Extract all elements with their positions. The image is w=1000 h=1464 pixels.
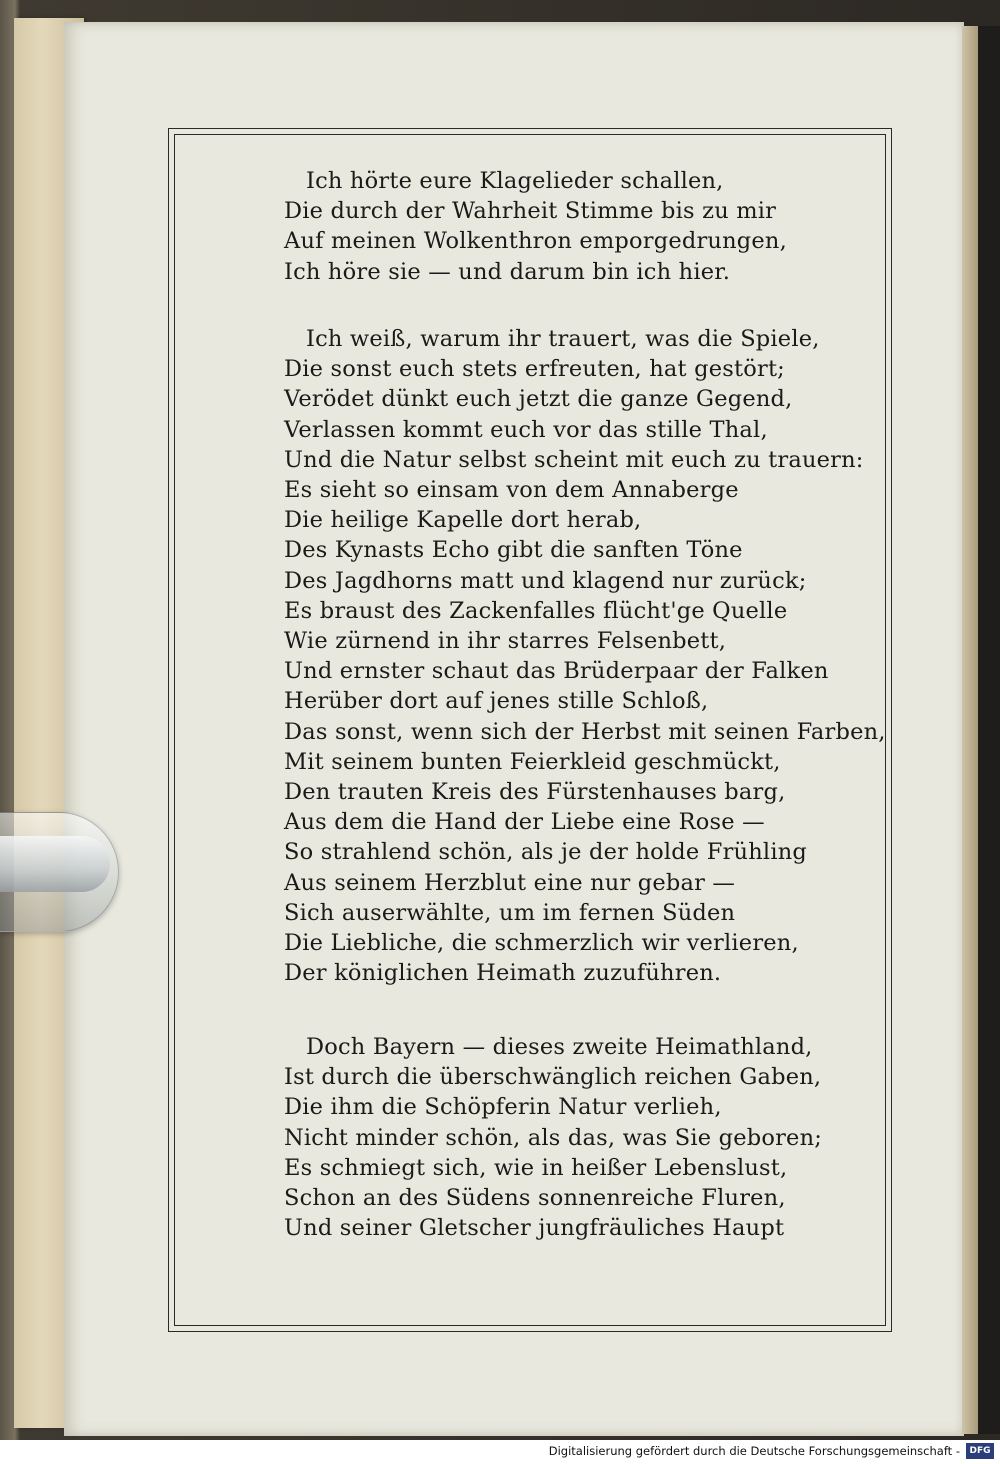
poem-line: Aus seinem Herzblut eine nur gebar — — [284, 869, 736, 896]
poem-line: Die durch der Wahrheit Stimme bis zu mir — [284, 198, 777, 225]
poem-line: Verlassen kommt euch vor das stille Thal, — [284, 416, 768, 443]
poem-line: Die Liebliche, die schmerzlich wir verlieren, — [284, 930, 799, 956]
poem-line: Verödet dünkt euch jetzt die ganze Gegend, — [284, 386, 793, 413]
poem-line: Die ihm die Schöpferin Natur verlieh, — [284, 1094, 722, 1121]
poem-line: Mit seinem bunten Feierkleid geschmückt, — [284, 748, 781, 775]
poem-line: Die heilige Kapelle dort herab, — [284, 507, 642, 534]
poem-line: So strahlend schön, als je der holde Frühling — [284, 839, 808, 866]
poem-line: Ich weiß, warum ihr trauert, was die Spiele, — [306, 326, 820, 352]
poem-line: Und die Natur selbst scheint mit euch zu trauern: — [284, 446, 864, 473]
poem-line: Der königlichen Heimath zuzuführen. — [284, 960, 722, 987]
poem-line: Schon an des Südens sonnenreiche Fluren, — [284, 1185, 786, 1211]
poem-line: Und seiner Gletscher jungfräuliches Haupt — [284, 1215, 785, 1242]
poem-line: Ist durch die überschwänglich reichen Gaben, — [284, 1064, 822, 1091]
poem-line: Ich höre sie — und darum bin ich hier. — [284, 258, 731, 285]
footer-bar — [0, 1440, 1000, 1464]
poem-line: Sich auserwählte, um im fernen Süden — [284, 899, 736, 926]
scan-margin-right — [978, 26, 1000, 1434]
poem-line: Es schmiegt sich, wie in heißer Lebenslust, — [284, 1154, 788, 1181]
poem-line: Die sonst euch stets erfreuten, hat gestört; — [284, 356, 785, 383]
poem-line: Des Jagdhorns matt und klagend nur zurück; — [284, 567, 807, 594]
poem-line: Und ernster schaut das Brüderpaar der Falken — [284, 658, 829, 685]
footer-credit: Digitalisierung gefördert durch die Deutsche Forschungsgemeinschaft - — [548, 1444, 960, 1458]
poem-line: Aus dem die Hand der Liebe eine Rose — — [284, 809, 765, 836]
poem-line: Des Kynasts Echo gibt die sanften Töne — [284, 537, 743, 564]
poem-line: Ich hörte eure Klagelieder schallen, — [306, 168, 724, 194]
page-edge — [962, 26, 978, 1434]
poem-line: Doch Bayern — dieses zweite Heimathland, — [306, 1034, 813, 1060]
poem-line: Das sonst, wenn sich der Herbst mit seinen Farben, — [284, 718, 886, 745]
poem-line: Den trauten Kreis des Fürstenhauses barg, — [284, 779, 786, 805]
page-clip-highlight — [0, 836, 110, 892]
poem-line: Auf meinen Wolkenthron emporgedrungen, — [284, 228, 787, 255]
poem-line: Es braust des Zackenfalles flücht'ge Quelle — [284, 597, 788, 624]
poem-line: Es sieht so einsam von dem Annaberge — [284, 477, 739, 503]
poem-line: Nicht minder schön, als das, was Sie geboren; — [284, 1124, 823, 1151]
poem-line: Herüber dort auf jenes stille Schloß, — [284, 688, 709, 715]
dfg-logo: DFG — [966, 1443, 994, 1459]
poem-line: Wie zürnend in ihr starres Felsenbett, — [284, 628, 727, 654]
